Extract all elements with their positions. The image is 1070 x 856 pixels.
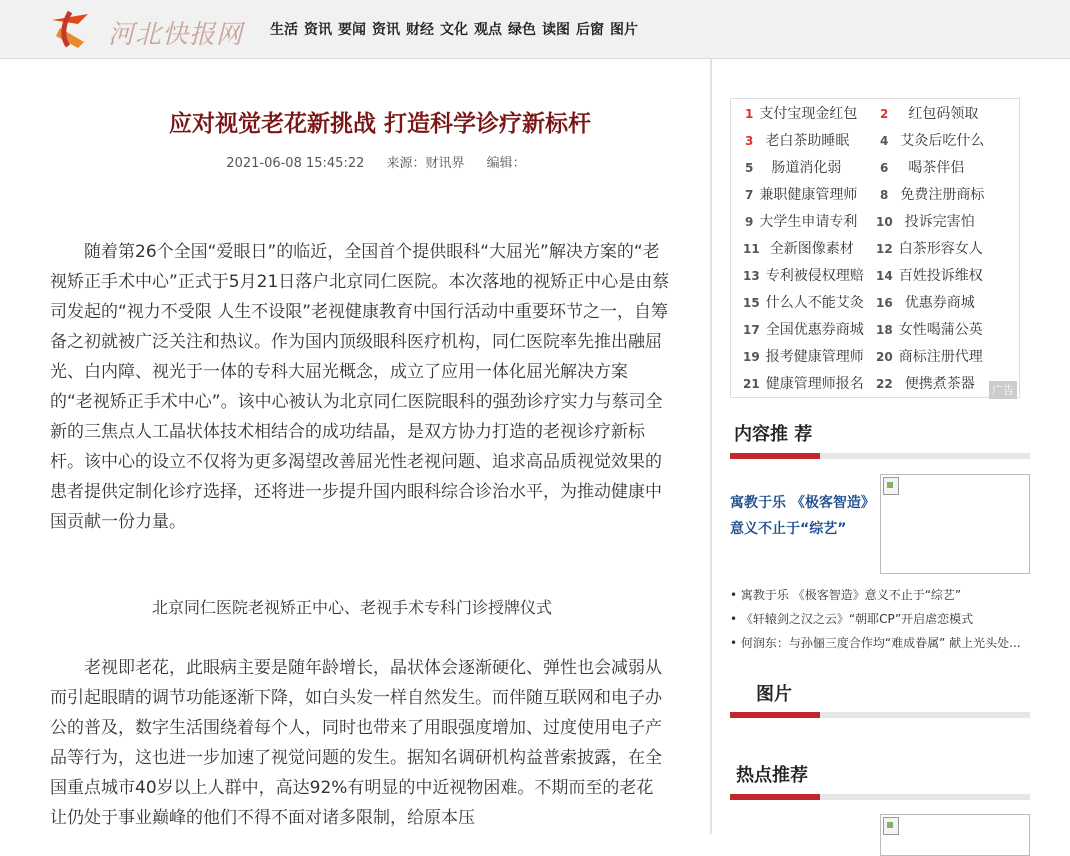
section-underline bbox=[730, 453, 1030, 459]
ad-link[interactable]: 20 商标注册代理 bbox=[876, 349, 983, 365]
site-logo[interactable] bbox=[48, 8, 253, 50]
ad-row bbox=[731, 369, 1019, 396]
ad-row bbox=[731, 153, 1019, 180]
ad-row bbox=[731, 99, 1019, 126]
ad-link[interactable]: 3 老白茶助睡眠 bbox=[745, 133, 850, 149]
ad-link[interactable]: 12 白茶形容女人 bbox=[876, 241, 983, 257]
ad-link[interactable]: 18 女性喝蒲公英 bbox=[876, 322, 983, 338]
column-divider bbox=[710, 59, 712, 834]
article-paragraph: 随着第26个全国“爱眼日”的临近，全国首个提供眼科“大屈光”解决方案的“老视矫正手术中心”正式于5月21日落户北京同仁医院。本次落地的视矫正中心是由蔡司发起的“视力不受限 人生不设限”老视健康教育中国行活动中重要环节之一，自筹备之初就被广泛关注和热议。作为国内顶级眼科医疗机构，同仁医院率先推出融屈光、白内障、视光于一体的专科大屈光概念，成立了应用一体化屈光解决方案的“老视矫正手术中心”。该中心被认为北京同仁医院眼科的强劲诊疗实力与蔡司全新的三焦点人工晶状体技术相结合的成功结晶，是双方协力打造的老视诊疗新标杆。该中心的设立不仅将为更多渴望改善屈光性老视问题、追求高品质视觉效果的患者提供定制化诊疗选择，还将进一步提升国内眼科综合诊治水平，为推动健康中国贡献一份力量。 bbox=[50, 242, 670, 532]
ad-row bbox=[731, 288, 1019, 315]
ad-row bbox=[731, 207, 1019, 234]
nav-item-green[interactable]: 绿色 bbox=[508, 22, 536, 38]
section-title: 热点推荐 bbox=[736, 765, 808, 786]
nav-item-pictures-read[interactable]: 读图 bbox=[542, 22, 570, 38]
news-list-item[interactable]: • 《轩辕剑之汉之云》“朝耶CP”开启虐恋模式 bbox=[730, 612, 974, 626]
image-caption: 北京同仁医院老视矫正中心、老视手术专科门诊授牌仪式 bbox=[151, 598, 552, 617]
section-heading-hot bbox=[736, 761, 1036, 787]
article-title: 应对视觉老花新挑战 打造科学诊疗新标杆 bbox=[168, 111, 591, 137]
section-heading-pictures bbox=[756, 680, 1056, 706]
article-paragraph: 老视即老花，此眼病主要是随年龄增长，晶状体会逐渐硬化、弹性也会减弱从而引起眼睛的调节功能逐渐下降，如白头发一样自然发生。而伴随互联网和电子办公的普及，数字生活围绕着每个人，同时也带来了用眼强度增加、过度使用电子产品等行为，这也进一步加速了视觉问题的发生。据知名调研机构益普索披露，在全国重点城市40岁以上人群中，高达92%有明显的中近视物困难。不期而至的老花让仍处于事业巅峰的他们不得不面对诸多限制，给原本压 bbox=[50, 658, 662, 828]
nav-item-headlines[interactable]: 要闻 bbox=[338, 22, 366, 38]
ad-row bbox=[731, 342, 1019, 369]
section-title: 图片 bbox=[756, 684, 792, 705]
ad-label: 广告 bbox=[989, 381, 1017, 399]
main-nav bbox=[270, 19, 644, 39]
hot-thumbnail[interactable] bbox=[880, 814, 1030, 856]
ad-row bbox=[731, 180, 1019, 207]
ad-row bbox=[731, 126, 1019, 153]
ad-row bbox=[731, 315, 1019, 342]
ad-link[interactable]: 19 报考健康管理师 bbox=[743, 349, 864, 365]
ad-link[interactable]: 1 支付宝现金红包 bbox=[745, 106, 858, 122]
ad-link[interactable]: 9 大学生申请专利 bbox=[745, 214, 858, 230]
news-list-item[interactable]: • 何润东：与孙俪三度合作均“难成眷属” 献上光头处... bbox=[730, 636, 1021, 650]
section-underline bbox=[730, 794, 1030, 800]
article-meta bbox=[50, 152, 702, 171]
nav-item-images[interactable]: 图片 bbox=[610, 22, 638, 38]
nav-item-opinion[interactable]: 观点 bbox=[474, 22, 502, 38]
header-bar bbox=[0, 0, 1070, 59]
news-list-item[interactable]: • 寓教于乐 《极客智造》意义不止于“综艺” bbox=[730, 588, 962, 602]
ad-link[interactable]: 5 肠道消化弱 bbox=[745, 160, 842, 176]
nav-item-backwindow[interactable]: 后窗 bbox=[576, 22, 604, 38]
broken-image-icon bbox=[883, 817, 899, 835]
section-underline bbox=[730, 712, 1030, 718]
ad-link[interactable]: 14 百姓投诉维权 bbox=[876, 268, 983, 284]
ad-link[interactable]: 7 兼职健康管理师 bbox=[745, 187, 858, 203]
section-heading-recommend bbox=[734, 420, 1034, 446]
nav-item-culture[interactable]: 文化 bbox=[440, 22, 468, 38]
ad-link[interactable]: 21 健康管理师报名 bbox=[743, 376, 864, 392]
ad-link[interactable]: 4 艾灸后吃什么 bbox=[880, 133, 985, 149]
nav-item-life[interactable]: 生活 bbox=[270, 22, 298, 38]
article-editor: 编辑： bbox=[486, 156, 526, 171]
ad-link[interactable]: 10 投诉完害怕 bbox=[876, 214, 975, 230]
ad-link[interactable]: 11 全新图像素材 bbox=[743, 241, 854, 257]
ad-link[interactable]: 8 免费注册商标 bbox=[880, 187, 985, 203]
ad-link[interactable]: 22 便携煮茶器 bbox=[876, 376, 975, 392]
ad-links-box bbox=[730, 98, 1020, 398]
feature-headline-link[interactable]: 寓教于乐 《极客智造》意义不止于“综艺” bbox=[730, 495, 868, 537]
feature-thumbnail[interactable] bbox=[880, 474, 1030, 574]
article-datetime: 2021-06-08 15:45:22 bbox=[226, 156, 365, 171]
ad-link[interactable]: 16 优惠券商城 bbox=[876, 295, 975, 311]
ad-row bbox=[731, 234, 1019, 261]
ad-link[interactable]: 6 喝茶伴侣 bbox=[880, 160, 965, 176]
ad-link[interactable]: 15 什么人不能艾灸 bbox=[743, 295, 864, 311]
ad-link[interactable]: 13 专利被侵权理赔 bbox=[743, 268, 864, 284]
section-title: 内容推 荐 bbox=[734, 424, 813, 445]
article-source: 来源：财讯界 bbox=[386, 156, 465, 171]
logo-mark-icon bbox=[48, 8, 108, 50]
nav-item-news-2[interactable]: 资讯 bbox=[372, 22, 400, 38]
ad-link[interactable]: 17 全国优惠券商城 bbox=[743, 322, 864, 338]
nav-item-news[interactable]: 资讯 bbox=[304, 22, 332, 38]
logo-text: 河北快报网 bbox=[108, 20, 244, 50]
broken-image-icon bbox=[883, 477, 899, 495]
ad-row bbox=[731, 261, 1019, 288]
nav-item-finance[interactable]: 财经 bbox=[406, 22, 434, 38]
ad-link[interactable]: 2 红包码领取 bbox=[880, 106, 979, 122]
